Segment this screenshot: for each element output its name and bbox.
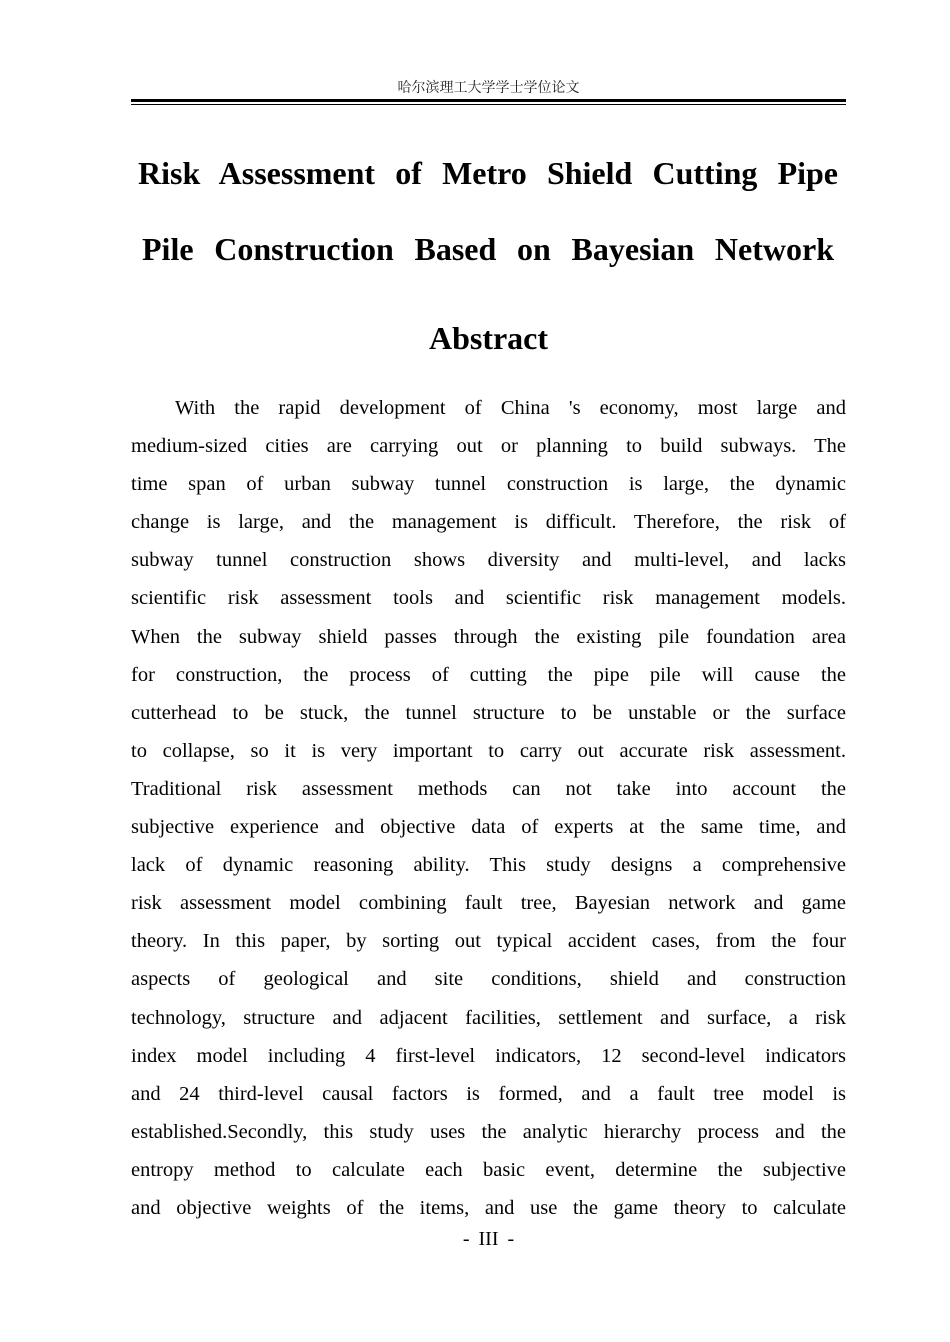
abstract-line: and 24 third-level causal factors is formed, and a fault tree model is bbox=[131, 1082, 846, 1105]
abstract-line: aspects of geological and site conditions, shield and construction bbox=[131, 968, 846, 991]
abstract-line: theory. In this paper, by sorting out typical accident cases, from the four bbox=[131, 930, 846, 953]
abstract-line: scientific risk assessment tools and scientific risk management models. bbox=[131, 587, 846, 610]
abstract-line: time span of urban subway tunnel construction is large, the dynamic bbox=[131, 473, 846, 496]
title-line-1: Risk Assessment of Metro Shield Cutting Pipe bbox=[138, 155, 838, 191]
abstract-line: and objective weights of the items, and use the game theory to calculate bbox=[131, 1196, 846, 1219]
page-number: - III - bbox=[462, 1228, 515, 1250]
abstract-body bbox=[131, 389, 846, 1227]
header-rule-thin bbox=[131, 104, 846, 105]
abstract-line: subway tunnel construction shows diversity and multi-level, and lacks bbox=[131, 549, 846, 572]
abstract-line: lack of dynamic reasoning ability. This study designs a comprehensive bbox=[131, 854, 846, 877]
running-header: 哈尔滨理工大学学士学位论文 bbox=[397, 80, 580, 96]
abstract-line: cutterhead to be stuck, the tunnel structure to be unstable or the surface bbox=[131, 701, 846, 724]
abstract-heading: Abstract bbox=[428, 320, 549, 356]
abstract-line: risk assessment model combining fault tree, Bayesian network and game bbox=[131, 892, 846, 915]
abstract-line: established.Secondly, this study uses the analytic hierarchy process and the bbox=[131, 1120, 846, 1143]
title-line-2: Pile Construction Based on Bayesian Network bbox=[142, 231, 834, 267]
abstract-line: Traditional risk assessment methods can not take into account the bbox=[131, 777, 846, 800]
abstract-line: technology, structure and adjacent facilities, settlement and surface, a risk bbox=[131, 1006, 846, 1029]
abstract-line: subjective experience and objective data of experts at the same time, and bbox=[131, 816, 846, 839]
abstract-line: to collapse, so it is very important to carry out accurate risk assessment. bbox=[131, 739, 846, 762]
abstract-line: change is large, and the management is difficult. Therefore, the risk of bbox=[131, 511, 846, 534]
abstract-line: entropy method to calculate each basic event, determine the subjective bbox=[131, 1158, 846, 1181]
abstract-line: When the subway shield passes through the existing pile foundation area bbox=[131, 625, 846, 648]
header-rule-thick bbox=[131, 99, 846, 102]
abstract-line: for construction, the process of cutting the pipe pile will cause the bbox=[131, 663, 846, 686]
abstract-line: medium-sized cities are carrying out or planning to build subways. The bbox=[131, 435, 846, 458]
abstract-line: index model including 4 first-level indicators, 12 second-level indicators bbox=[131, 1044, 846, 1067]
abstract-line: With the rapid development of China 's economy, most large and bbox=[175, 397, 846, 419]
